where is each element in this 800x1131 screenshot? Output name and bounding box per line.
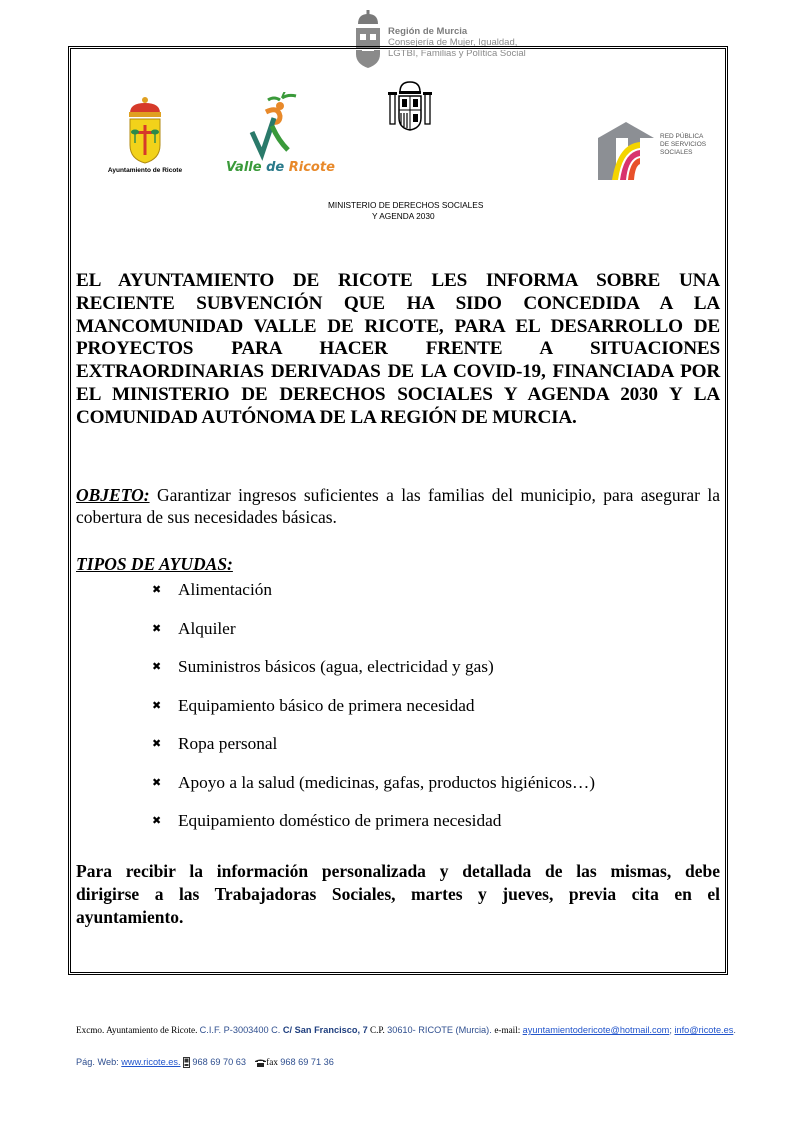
footer-contact	[76, 1057, 334, 1068]
valle-de-ricote-logo	[222, 92, 335, 182]
website-link[interactable]: www.ricote.es.	[121, 1057, 181, 1067]
objeto-paragraph	[76, 484, 720, 528]
list-item-text: Alquiler	[178, 618, 236, 638]
list-item-text: Ropa personal	[178, 734, 278, 753]
footer-fax: 968 69 71 36	[280, 1057, 334, 1067]
ricote-logo-caption: Ayuntamiento de Ricote	[107, 167, 183, 174]
x-bullet-icon: ✖	[152, 621, 162, 635]
announcement-heading	[76, 270, 720, 430]
objeto-text: Garantizar ingresos suficientes a las familias del municipio, para asegurar la cobertura de sus necesidades básicas.	[76, 485, 720, 527]
list-item-text: Alimentación	[178, 580, 273, 599]
footer-street: C/ San Francisco, 7	[282, 1025, 368, 1035]
footer-address	[76, 1025, 736, 1035]
red-publica-line1: RED PÚBLICA	[660, 133, 704, 140]
valle-ricote-figure-icon	[222, 92, 322, 162]
x-bullet-icon: ✖	[152, 775, 162, 789]
footer-phone: 968 69 70 63	[189, 1057, 247, 1067]
contact-instructions-paragraph	[76, 860, 720, 928]
email-link-hotmail[interactable]: ayuntamientodericote@hotmail.com	[522, 1025, 670, 1035]
footer-cp-label: C.P.	[367, 1025, 388, 1035]
footer-separator: ;	[669, 1025, 675, 1035]
x-bullet-icon: ✖	[152, 698, 162, 712]
list-item	[152, 656, 595, 695]
consejeria-line2: LGTBI, Familias y Política Social	[388, 48, 526, 59]
telephone-icon	[255, 1059, 266, 1067]
valle-ricote-wordmark	[226, 160, 335, 175]
ayuntamiento-ricote-logo	[100, 95, 190, 180]
final-line: Para recibir la información personalizada y detallada de las mismas, debe	[76, 861, 720, 881]
ministerio-line1: MINISTERIO DE DERECHOS SOCIALES	[328, 200, 484, 210]
x-bullet-icon: ✖	[152, 583, 162, 596]
list-item-text: Equipamiento básico de primera necesidad	[178, 695, 475, 715]
email-link-info[interactable]: info@ricote.es	[674, 1025, 734, 1035]
consejeria-line1: Consejería de Mujer, Igualdad,	[388, 37, 518, 48]
spain-coat-of-arms-icon	[386, 80, 434, 134]
final-line: ayuntamiento.	[76, 906, 184, 927]
list-item	[152, 579, 595, 618]
valle-word: Valle	[226, 160, 267, 175]
list-item-text: Suministros básicos (agua, electricidad y gas)	[178, 657, 494, 676]
red-publica-line2: DE SERVICIOS	[660, 141, 707, 148]
heading-line: PROYECTOS PARA HACER FRENTE A SITUACIONES	[76, 338, 720, 360]
list-item-text: Equipamiento doméstico de primera necesidad	[178, 811, 502, 830]
footer-cp: 30610- RICOTE (Murcia).	[387, 1025, 495, 1035]
footer-end: .	[733, 1025, 736, 1035]
heading-line: EL MINISTERIO DE DERECHOS SOCIALES Y AGENDA 2030 Y LA	[76, 383, 720, 405]
objeto-label: OBJETO:	[76, 485, 150, 505]
x-bullet-icon: ✖	[152, 737, 162, 750]
heading-line: COMUNIDAD AUTÓNOMA DE LA REGIÓN DE MURCIA.	[76, 406, 577, 428]
ricote-coat-of-arms-icon	[100, 95, 190, 165]
ayudas-list	[152, 579, 595, 849]
region-name: Región de Murcia	[388, 26, 468, 37]
footer-org: Excmo. Ayuntamiento de Ricote.	[76, 1025, 200, 1035]
footer-fax-label: fax	[266, 1057, 281, 1067]
red-publica-text	[660, 133, 706, 157]
red-publica-line3: SOCIALES	[660, 149, 693, 156]
list-item	[152, 695, 595, 734]
heading-line: EXTRAORDINARIAS DERIVADAS DE LA COVID-19, FINANCIADA POR	[76, 361, 720, 383]
footer-web-label: Pág. Web:	[76, 1057, 122, 1067]
red-publica-house-icon	[598, 120, 660, 182]
x-bullet-icon: ✖	[152, 814, 162, 827]
list-item	[152, 733, 595, 772]
ministerio-caption	[300, 200, 520, 222]
red-publica-servicios-sociales-logo	[598, 120, 728, 182]
footer-cif: C.I.F. P-3003400 C.	[199, 1025, 283, 1035]
heading-line: EL AYUNTAMIENTO DE RICOTE LES INFORMA SOBRE UNA	[76, 270, 720, 291]
footer-email-label: e-mail:	[494, 1025, 523, 1035]
de-word: de	[266, 160, 289, 175]
spain-coat-of-arms-logo	[386, 80, 434, 134]
heading-line: RECIENTE SUBVENCIÓN QUE HA SIDO CONCEDIDA A LA	[76, 292, 720, 314]
list-item-text: Apoyo a la salud (medicinas, gafas, productos higiénicos…)	[178, 772, 596, 792]
ministerio-line2: Y AGENDA 2030	[372, 211, 435, 221]
list-item	[152, 618, 595, 657]
list-item	[152, 810, 595, 849]
mobile-phone-icon	[183, 1057, 190, 1068]
heading-line: MANCOMUNIDAD VALLE DE RICOTE, PARA EL DESARROLLO DE	[76, 315, 720, 337]
tipos-de-ayudas-title: TIPOS DE AYUDAS:	[76, 554, 233, 574]
final-line: dirigirse a las Trabajadoras Sociales, martes y jueves, previa cita en el	[76, 883, 720, 904]
ricote-word: Ricote	[288, 160, 335, 175]
list-item	[152, 772, 595, 811]
x-bullet-icon: ✖	[152, 660, 162, 673]
